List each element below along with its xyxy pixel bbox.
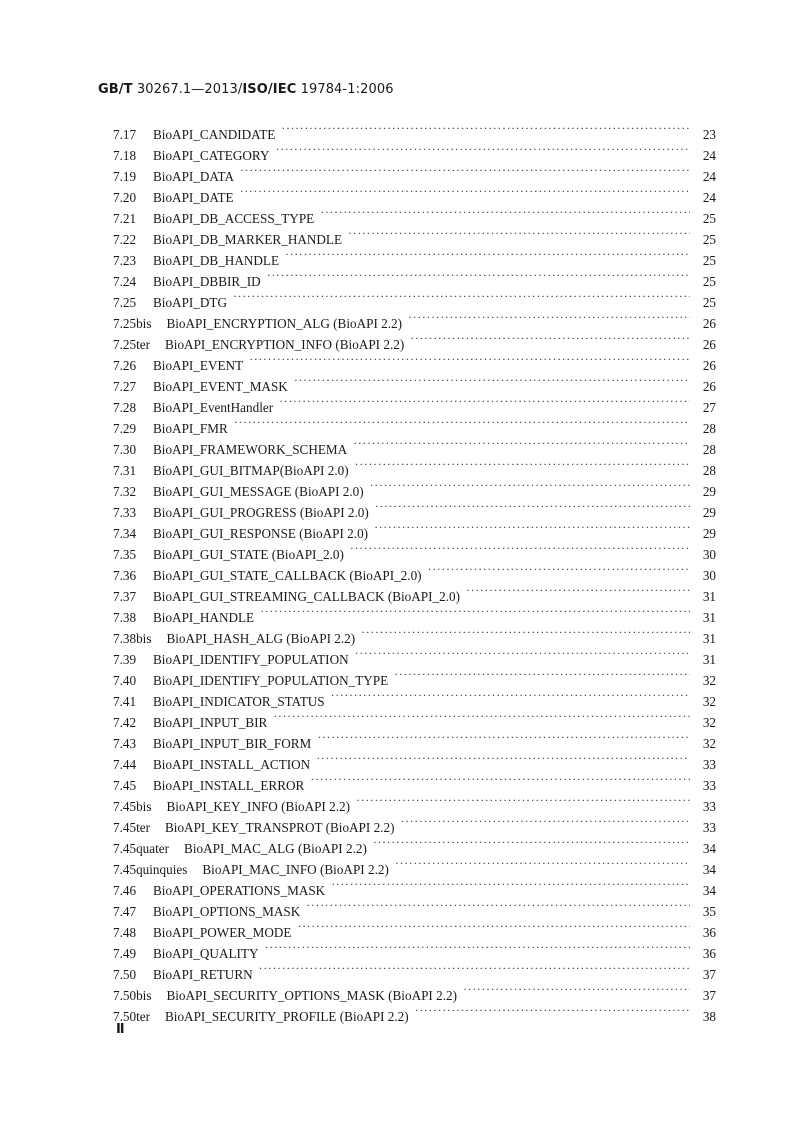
toc-entry-number: 7.26 <box>113 358 137 373</box>
toc-entry-number: 7.29 <box>113 421 137 436</box>
toc-entry-title: BioAPI_DBBIR_ID <box>153 274 261 289</box>
toc-entry-title: BioAPI_SECURITY_OPTIONS_MASK (BioAPI 2.2) <box>166 988 457 1003</box>
toc-entry-page: 31 <box>702 631 716 646</box>
toc-entry-number: 7.23 <box>113 253 137 268</box>
toc-entry-title: BioAPI_DATA <box>153 169 235 184</box>
toc-entry-number: 7.21 <box>113 211 137 226</box>
toc-entry-title: BioAPI_GUI_RESPONSE (BioAPI 2.0) <box>153 526 369 541</box>
toc-entry-title: BioAPI_DB_ACCESS_TYPE <box>153 211 315 226</box>
toc-entry-number: 7.49 <box>113 946 137 961</box>
toc-entry-title: BioAPI_INSTALL_ACTION <box>153 757 311 772</box>
toc-entry-page: 25 <box>702 295 716 310</box>
toc-entry-number: 7.47 <box>113 904 137 919</box>
toc-entry-number: 7.45ter <box>113 820 150 835</box>
toc-leader-dots <box>279 391 690 412</box>
toc-leader-dots <box>373 832 690 853</box>
toc-entry-title: BioAPI_FRAMEWORK_SCHEMA <box>153 442 348 457</box>
toc-leader-dots <box>265 937 691 958</box>
toc-entry-title: BioAPI_INDICATOR_STATUS <box>153 694 325 709</box>
toc-leader-dots <box>317 727 690 748</box>
toc-leader-dots <box>297 916 690 937</box>
toc-entry-title: BioAPI_CANDIDATE <box>153 127 276 142</box>
toc-entry-number: 7.28 <box>113 400 137 415</box>
toc-entry-page: 27 <box>702 400 716 415</box>
toc-leader-dots <box>375 496 690 517</box>
toc-entry-page: 28 <box>702 463 716 478</box>
toc-entry-number: 7.27 <box>113 379 137 394</box>
toc-entry-title: BioAPI_OPERATIONS_MASK <box>153 883 326 898</box>
toc-entry-title: BioAPI_GUI_STREAMING_CALLBACK (BioAPI_2.0) <box>153 589 460 604</box>
toc-entry-number: 7.40 <box>113 673 137 688</box>
toc-leader-dots <box>294 370 690 391</box>
toc-entry-title: BioAPI_GUI_STATE_CALLBACK (BioAPI_2.0) <box>153 568 422 583</box>
toc-entry-page: 36 <box>702 946 716 961</box>
table-of-contents <box>113 118 716 1024</box>
toc-entry-title: BioAPI_MAC_ALG (BioAPI 2.2) <box>184 841 367 856</box>
toc-entry-number: 7.50 <box>113 967 137 982</box>
toc-entry-page: 32 <box>702 736 716 751</box>
toc-leader-dots <box>273 706 690 727</box>
toc-leader-dots <box>394 664 690 685</box>
toc-leader-dots <box>353 433 690 454</box>
toc-leader-dots <box>400 811 690 832</box>
toc-entry[interactable] <box>113 118 716 142</box>
toc-entry-title: BioAPI_DATE <box>153 190 234 205</box>
toc-entry-number: 7.48 <box>113 925 137 940</box>
toc-leader-dots <box>259 958 690 979</box>
toc-entry-page: 37 <box>702 988 716 1003</box>
toc-entry-number: 7.50ter <box>113 1009 150 1024</box>
toc-leader-dots <box>316 748 690 769</box>
toc-entry-page: 32 <box>702 673 716 688</box>
toc-entry-page: 29 <box>702 484 716 499</box>
standard-code: 30267.1—2013/ <box>136 82 243 97</box>
toc-entry-page: 30 <box>702 547 716 562</box>
toc-entry-page: 23 <box>702 127 716 142</box>
toc-entry-page: 32 <box>702 715 716 730</box>
toc-entry-page: 33 <box>702 778 716 793</box>
toc-entry-page: 25 <box>702 232 716 247</box>
toc-entry-page: 37 <box>702 967 716 982</box>
toc-entry-title: BioAPI_EventHandler <box>153 400 274 415</box>
toc-entry-page: 28 <box>702 442 716 457</box>
toc-entry-title: BioAPI_FMR <box>153 421 228 436</box>
toc-entry-page: 33 <box>702 757 716 772</box>
toc-entry-title: BioAPI_SECURITY_PROFILE (BioAPI 2.2) <box>165 1009 409 1024</box>
toc-entry-number: 7.18 <box>113 148 137 163</box>
toc-entry-title: BioAPI_INPUT_BIR <box>153 715 268 730</box>
toc-entry-title: BioAPI_RETURN <box>153 967 253 982</box>
toc-leader-dots <box>240 160 690 181</box>
toc-entry-page: 26 <box>702 337 716 352</box>
iso-code: 19784-1:2006 <box>300 82 394 97</box>
toc-entry-number: 7.33 <box>113 505 137 520</box>
toc-entry-page: 25 <box>702 274 716 289</box>
toc-entry-number: 7.19 <box>113 169 137 184</box>
toc-entry-number: 7.38bis <box>113 631 152 646</box>
page-number: Ⅱ <box>116 1022 125 1037</box>
toc-entry-page: 34 <box>702 862 716 877</box>
toc-entry-number: 7.50bis <box>113 988 152 1003</box>
toc-entry-number: 7.44 <box>113 757 137 772</box>
toc-entry-page: 33 <box>702 820 716 835</box>
toc-leader-dots <box>356 790 690 811</box>
toc-leader-dots <box>410 328 690 349</box>
toc-entry-title: BioAPI_IDENTIFY_POPULATION_TYPE <box>153 673 389 688</box>
toc-entry-number: 7.45quinquies <box>113 862 188 877</box>
toc-entry-number: 7.25 <box>113 295 137 310</box>
toc-entry-title: BioAPI_GUI_STATE (BioAPI_2.0) <box>153 547 344 562</box>
toc-entry-number: 7.32 <box>113 484 137 499</box>
toc-entry-number: 7.42 <box>113 715 137 730</box>
toc-entry-title: BioAPI_EVENT_MASK <box>153 379 288 394</box>
toc-leader-dots <box>234 412 690 433</box>
toc-entry-title: BioAPI_KEY_INFO (BioAPI 2.2) <box>166 799 350 814</box>
toc-entry-title: BioAPI_DTG <box>153 295 227 310</box>
toc-entry-page: 24 <box>702 190 716 205</box>
toc-entry-page: 26 <box>702 379 716 394</box>
toc-entry-number: 7.45 <box>113 778 137 793</box>
toc-entry-title: BioAPI_OPTIONS_MASK <box>153 904 301 919</box>
toc-entry-page: 31 <box>702 589 716 604</box>
toc-leader-dots <box>428 559 690 580</box>
toc-entry-number: 7.45bis <box>113 799 152 814</box>
toc-entry-title: BioAPI_IDENTIFY_POPULATION <box>153 652 349 667</box>
toc-leader-dots <box>267 265 690 286</box>
toc-entry-number: 7.39 <box>113 652 137 667</box>
toc-leader-dots <box>306 895 690 916</box>
toc-entry-title: BioAPI_DB_HANDLE <box>153 253 280 268</box>
toc-leader-dots <box>370 475 690 496</box>
toc-entry-number: 7.37 <box>113 589 137 604</box>
toc-entry-page: 28 <box>702 421 716 436</box>
toc-entry-page: 34 <box>702 841 716 856</box>
toc-leader-dots <box>395 853 690 874</box>
toc-entry-title: BioAPI_POWER_MODE <box>153 925 292 940</box>
toc-entry-title: BioAPI_GUI_BITMAP(BioAPI 2.0) <box>153 463 349 478</box>
toc-entry-page: 34 <box>702 883 716 898</box>
iso-prefix: ISO/IEC <box>242 82 297 97</box>
toc-entry-title: BioAPI_EVENT <box>153 358 244 373</box>
toc-leader-dots <box>466 580 690 601</box>
toc-entry-number: 7.46 <box>113 883 137 898</box>
toc-entry-number: 7.22 <box>113 232 137 247</box>
toc-entry-page: 33 <box>702 799 716 814</box>
toc-entry-title: BioAPI_ENCRYPTION_ALG (BioAPI 2.2) <box>166 316 403 331</box>
toc-entry-title: BioAPI_GUI_MESSAGE (BioAPI 2.0) <box>153 484 364 499</box>
toc-leader-dots <box>320 202 690 223</box>
toc-entry-number: 7.30 <box>113 442 137 457</box>
toc-entry-title: BioAPI_GUI_PROGRESS (BioAPI 2.0) <box>153 505 369 520</box>
toc-leader-dots <box>249 349 690 370</box>
running-header <box>98 82 394 97</box>
toc-entry-page: 24 <box>702 148 716 163</box>
toc-leader-dots <box>331 874 690 895</box>
toc-entry-title: BioAPI_HANDLE <box>153 610 255 625</box>
toc-entry-page: 31 <box>702 610 716 625</box>
toc-entry-page: 35 <box>702 904 716 919</box>
toc-leader-dots <box>348 223 690 244</box>
toc-leader-dots <box>331 685 690 706</box>
toc-entry-title: BioAPI_CATEGORY <box>153 148 270 163</box>
toc-leader-dots <box>310 769 690 790</box>
toc-entry-page: 25 <box>702 253 716 268</box>
toc-entry-page: 32 <box>702 694 716 709</box>
toc-leader-dots <box>281 118 690 139</box>
toc-entry-page: 38 <box>702 1009 716 1024</box>
toc-entry-page: 26 <box>702 358 716 373</box>
toc-entry-number: 7.45quater <box>113 841 170 856</box>
toc-entry-number: 7.31 <box>113 463 137 478</box>
toc-entry-title: BioAPI_DB_MARKER_HANDLE <box>153 232 343 247</box>
toc-entry-page: 29 <box>702 526 716 541</box>
toc-entry-title: BioAPI_MAC_INFO (BioAPI 2.2) <box>202 862 389 877</box>
toc-entry-number: 7.20 <box>113 190 137 205</box>
toc-leader-dots <box>233 286 690 307</box>
toc-entry-title: BioAPI_INSTALL_ERROR <box>153 778 305 793</box>
toc-leader-dots <box>374 517 690 538</box>
toc-entry-number: 7.38 <box>113 610 137 625</box>
toc-leader-dots <box>355 643 690 664</box>
toc-entry-number: 7.36 <box>113 568 137 583</box>
toc-entry-number: 7.25bis <box>113 316 152 331</box>
toc-entry-title: BioAPI_HASH_ALG (BioAPI 2.2) <box>166 631 356 646</box>
toc-entry-number: 7.34 <box>113 526 137 541</box>
toc-entry-number: 7.24 <box>113 274 137 289</box>
toc-leader-dots <box>415 1000 690 1021</box>
toc-entry-title: BioAPI_ENCRYPTION_INFO (BioAPI 2.2) <box>165 337 405 352</box>
toc-leader-dots <box>361 622 690 643</box>
toc-leader-dots <box>240 181 690 202</box>
toc-entry-page: 26 <box>702 316 716 331</box>
toc-entry-number: 7.17 <box>113 127 137 142</box>
toc-entry-page: 30 <box>702 568 716 583</box>
toc-entry-page: 36 <box>702 925 716 940</box>
toc-entry-number: 7.25ter <box>113 337 150 352</box>
toc-entry-number: 7.43 <box>113 736 137 751</box>
toc-entry-page: 25 <box>702 211 716 226</box>
toc-leader-dots <box>260 601 690 622</box>
toc-entry-title: BioAPI_KEY_TRANSPROT (BioAPI 2.2) <box>165 820 395 835</box>
standard-prefix: GB/T <box>98 82 133 97</box>
toc-entry-title: BioAPI_QUALITY <box>153 946 259 961</box>
toc-entry-page: 31 <box>702 652 716 667</box>
toc-entry-title: BioAPI_INPUT_BIR_FORM <box>153 736 312 751</box>
toc-entry-number: 7.41 <box>113 694 137 709</box>
toc-entry-number: 7.35 <box>113 547 137 562</box>
toc-entry-page: 24 <box>702 169 716 184</box>
toc-entry-page: 29 <box>702 505 716 520</box>
toc-leader-dots <box>285 244 690 265</box>
toc-leader-dots <box>463 979 690 1000</box>
toc-leader-dots <box>350 538 690 559</box>
toc-leader-dots <box>408 307 690 328</box>
toc-leader-dots <box>276 139 690 160</box>
toc-leader-dots <box>355 454 690 475</box>
